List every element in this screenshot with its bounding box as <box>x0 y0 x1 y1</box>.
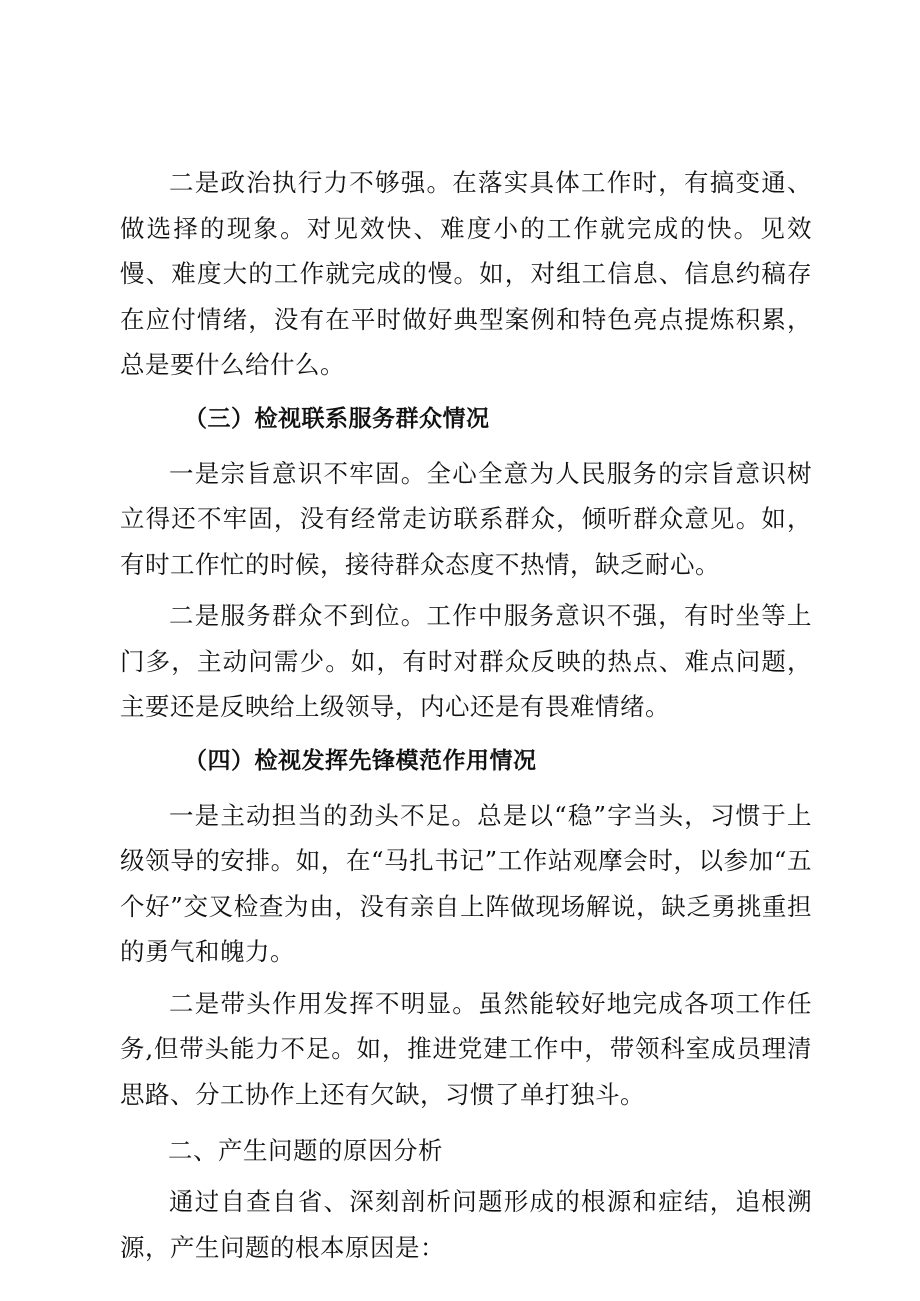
section-heading-cause-analysis: 二、产生问题的原因分析 <box>168 1136 443 1165</box>
paragraph-initiative: 一是主动担当的劲头不足。总是以“稳”字当头，习惯于上级领导的安排。如，在“马扎书记”工作站观摩会时，以参加“五个好”交叉检查为由，没有亲自上阵做现场解说，缺乏勇挑重担的勇气和魄力。 <box>120 800 812 966</box>
paragraph-political-execution: 二是政治执行力不够强。在落实具体工作时，有搞变通、做选择的现象。对见效快、难度小的工作就完成的快。见效慢、难度大的工作就完成的慢。如，对组工信息、信息约稿存在应付情绪，没有在平时做好典型案例和特色亮点提炼积累，总是要什么给什么。 <box>120 168 812 379</box>
paragraph-root-cause: 通过自查自省、深刻剖析问题形成的根源和症结，追根溯源，产生问题的根本原因是： <box>120 1187 812 1262</box>
paragraph-leading-role: 二是带头作用发挥不明显。虽然能较好地完成各项工作任务,但带头能力不足。如，推进党建工作中，带领科室成员理清思路、分工协作上还有欠缺，习惯了单打独斗。 <box>120 988 812 1109</box>
subheading-serve-masses: （三）检视联系服务群众情况 <box>184 405 490 432</box>
paragraph-purpose-awareness: 一是宗旨意识不牢固。全心全意为人民服务的宗旨意识树立得还不牢固，没有经常走访联系群众，倾听群众意见。如，有时工作忙的时候，接待群众态度不热情，缺乏耐心。 <box>120 458 812 579</box>
paragraph-serving-masses: 二是服务群众不到位。工作中服务意识不强，有时坐等上门多，主动问需少。如，有时对群众反映的热点、难点问题，主要还是反映给上级领导，内心还是有畏难情绪。 <box>120 601 812 721</box>
subheading-vanguard-role: （四）检视发挥先锋模范作用情况 <box>184 747 537 774</box>
document-body <box>120 160 812 1270</box>
